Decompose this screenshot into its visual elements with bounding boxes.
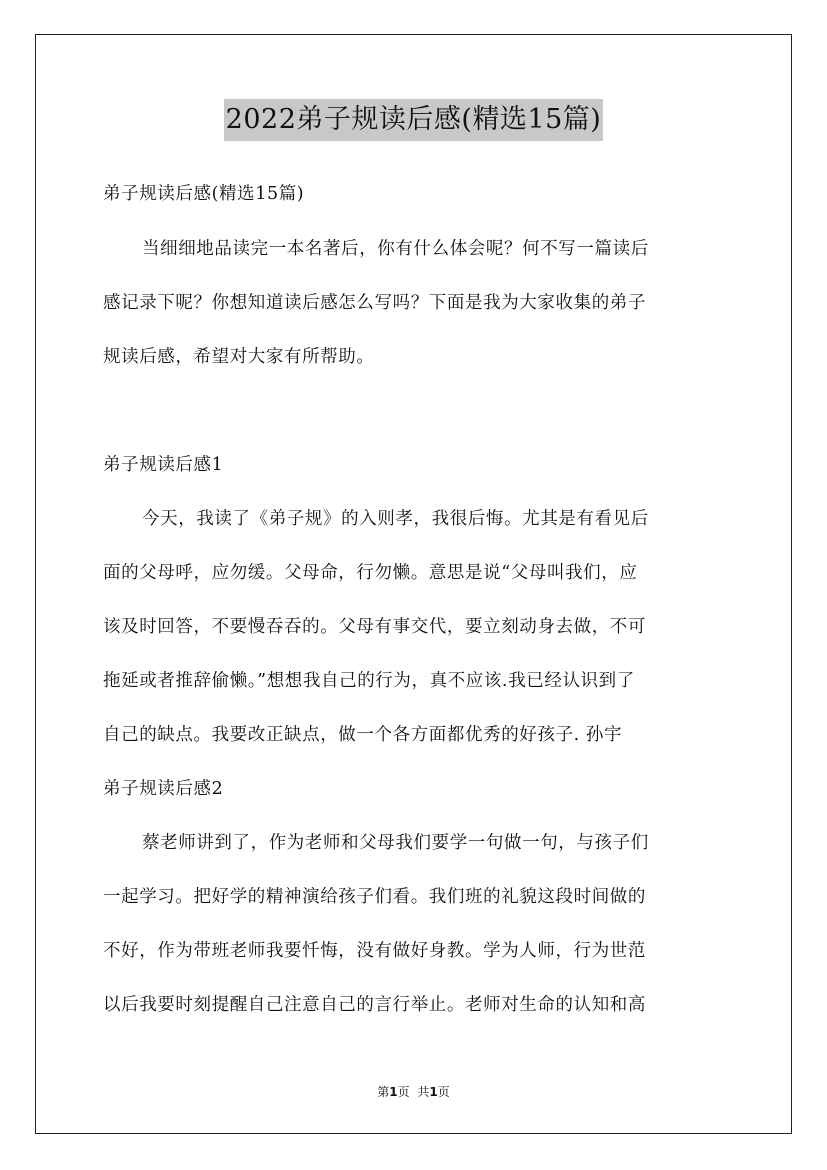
paragraph-line: 不好，作为带班老师我要忏悔，没有做好身教。学为人师，行为世范 xyxy=(103,941,646,961)
paragraph-line: 以后我要时刻提醒自己注意自己的言行举止。老师对生命的认知和高 xyxy=(103,995,646,1015)
paragraph-line: 该及时回答，不要慢吞吞的。父母有事交代，要立刻动身去做，不可 xyxy=(103,617,646,637)
paragraph-line: 今天，我读了《弟子规》的入则孝，我很后悔。尤其是有看见后 xyxy=(142,509,649,529)
paragraph-line: 蔡老师讲到了，作为老师和父母我们要学一句做一句，与孩子们 xyxy=(142,833,649,853)
section-heading: 弟子规读后感1 xyxy=(103,455,224,475)
page-footer xyxy=(0,1083,827,1100)
total-pages: 1 xyxy=(429,1085,438,1099)
document-subtitle: 弟子规读后感(精选15篇) xyxy=(103,184,305,204)
intro-line: 规读后感，希望对大家有所帮助。 xyxy=(103,347,375,367)
page-number: 1 xyxy=(389,1085,398,1099)
page-suffix: 页 xyxy=(397,1085,410,1099)
intro-line: 当细细地品读完一本名著后，你有什么体会呢？何不写一篇读后 xyxy=(142,239,649,259)
total-prefix: 共 xyxy=(417,1085,430,1099)
paragraph-line: 面的父母呼，应勿缓。父母命，行勿懒。意思是说“父母叫我们，应 xyxy=(103,563,638,583)
total-suffix: 页 xyxy=(437,1085,450,1099)
page-prefix: 第 xyxy=(377,1085,390,1099)
paragraph-line: 拖延或者推辞偷懒。”想想我自己的行为，真不应该.我已经认识到了 xyxy=(103,671,635,691)
paragraph-line: 自己的缺点。我要改正缺点，做一个各方面都优秀的好孩子. 孙宇 xyxy=(103,725,623,745)
intro-line: 感记录下呢？你想知道读后感怎么写吗？下面是我为大家收集的弟子 xyxy=(103,293,646,313)
document-title: 2022弟子规读后感(精选15篇) xyxy=(224,99,604,141)
section-heading: 弟子规读后感2 xyxy=(103,779,224,799)
title-area xyxy=(0,99,827,141)
paragraph-line: 一起学习。把好学的精神演给孩子们看。我们班的礼貌这段时间做的 xyxy=(103,887,646,907)
